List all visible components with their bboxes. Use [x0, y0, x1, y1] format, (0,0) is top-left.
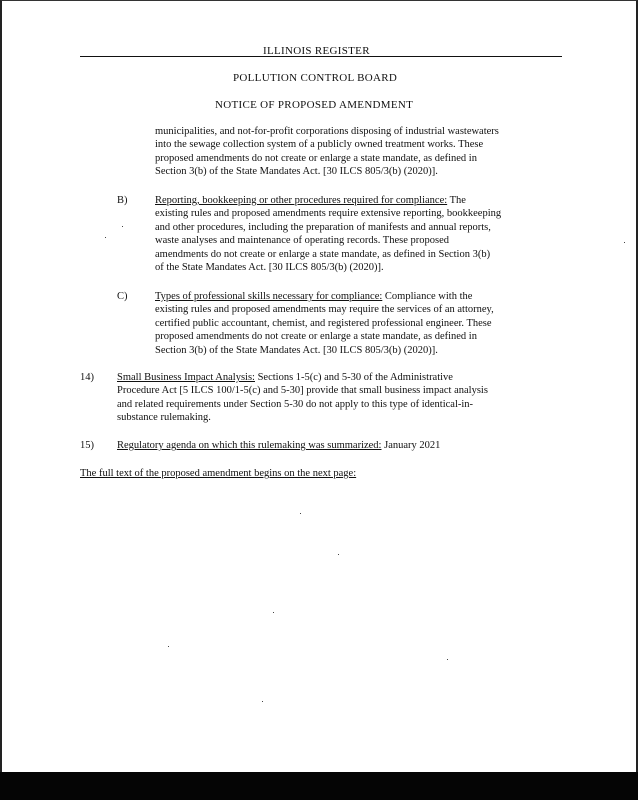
item-15-paragraph: [117, 439, 440, 452]
full-text-note: The full text of the proposed amendment begins on the next page:: [80, 468, 357, 479]
scan-speck: [105, 237, 106, 238]
scan-speck: [300, 513, 301, 514]
register-title: ILLINOIS REGISTER: [263, 45, 370, 57]
scan-speck: [338, 554, 339, 555]
item-b-heading: Reporting, bookkeeping or other procedures required for compliance:: [155, 195, 448, 206]
text-line: and related requirements under Section 5-30 do not apply to this type of identical-in-: [117, 398, 474, 410]
text-line: municipalities, and not-for-profit corporations disposing of industrial wastewaters: [155, 126, 499, 137]
text-line: of the State Mandates Act. [30 ILCS 805/3(b) (2020)].: [155, 262, 384, 274]
item-c-label: C): [117, 291, 128, 302]
text-line: and other procedures, including the preparation of manifests and annual reports,: [155, 221, 491, 233]
scan-speck: [262, 701, 263, 702]
item-b-paragraph: [155, 194, 501, 274]
item-14-tail: Sections 1-5(c) and 5-30 of the Administrative: [254, 372, 453, 383]
text-line: Procedure Act [5 ILCS 100/1-5(c) and 5-30] provide that small business impact analysis: [117, 385, 488, 397]
board-title: POLLUTION CONTROL BOARD: [233, 72, 398, 84]
item-c-heading: Types of professional skills necessary for compliance:: [155, 291, 383, 302]
item-15-tail: January 2021: [381, 440, 441, 451]
item-b-tail: The: [447, 195, 466, 206]
text-line: Section 3(b) of the State Mandates Act. [30 ILCS 805/3(b) (2020)].: [155, 344, 438, 356]
text-line: Section 3(b) of the State Mandates Act. [30 ILCS 805/3(b) (2020)].: [155, 166, 438, 178]
scan-speck: [122, 226, 123, 227]
item-15-label: 15): [80, 440, 94, 451]
scan-speck: [168, 646, 169, 647]
text-line: waste analyses and maintenance of operating records. These proposed: [155, 235, 449, 247]
text-line: into the sewage collection system of a publicly owned treatment works. These: [155, 139, 484, 151]
scan-speck: [447, 659, 448, 660]
text-line: proposed amendments do not create or enlarge a state mandate, as defined in: [155, 152, 477, 164]
text-line: certified public accountant, chemist, and registered professional engineer. These: [155, 317, 492, 329]
item-c-paragraph: [155, 290, 494, 357]
item-c-tail: Compliance with the: [382, 291, 473, 302]
item-15-heading: Regulatory agenda on which this rulemaking was summarized:: [117, 440, 382, 451]
item-14-paragraph: [117, 371, 488, 425]
text-line: proposed amendments do not create or enlarge a state mandate, as defined in: [155, 331, 477, 343]
text-line: amendments do not create or enlarge a state mandate, as defined in Section 3(b): [155, 248, 491, 260]
item-14-label: 14): [80, 372, 94, 383]
text-line: existing rules and proposed amendments may require the services of an attorney,: [155, 304, 494, 316]
notice-title: NOTICE OF PROPOSED AMENDMENT: [215, 99, 414, 111]
scan-speck: [624, 242, 625, 243]
text-line: existing rules and proposed amendments require extensive reporting, bookkeeping: [155, 208, 502, 220]
scan-bottom-edge: [0, 772, 638, 800]
continuation-paragraph: [155, 125, 499, 179]
item-b-label: B): [117, 195, 128, 206]
text-line: substance rulemaking.: [117, 412, 211, 424]
scan-speck: [273, 612, 274, 613]
item-14-heading: Small Business Impact Analysis:: [117, 372, 255, 383]
